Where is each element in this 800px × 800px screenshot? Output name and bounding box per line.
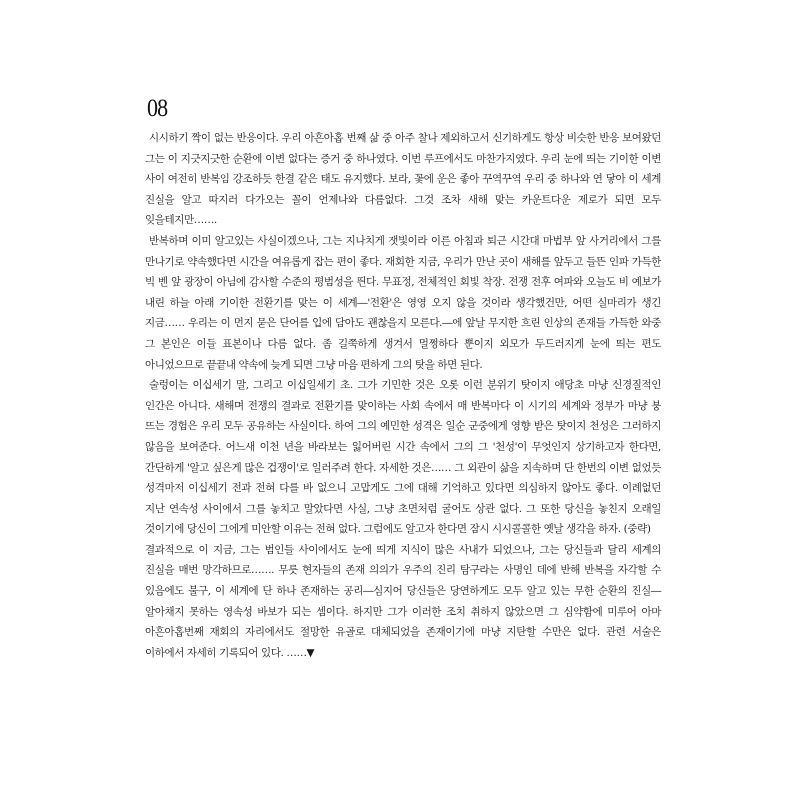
paragraph-4: 결과적으로 이 지금, 그는 범인들 사이에서도 눈에 띄게 지식이 많은 사내가 되었으나, 그는 당신들과 달리 세계의 진실을 매번 망각하므로……. 무릇 현자들의 존재 의의가 우주의 진리 탐구라는 사명인 데에 반해 반복을 자각할 수 있음에도 불구, 이 세계에 단 하나 존재하는 공리―심지어 당신들은 당연하게도 모두 알고 있는 무한 순환의 진실― 알아채지 못하는 영속성 바보가 되는 셈이다. 하지만 그가 이러한 조치 취하지 않았으면 그 심약함에 미루어 아마 아흔아홉번째 재회의 자리에서도 절망한 유골로 대체되었을 존재이기에 마냥 지탄할 수만은 없다. 관련 서술은 이하에서 자세히 기록되어 있다. ……▼ (145, 543, 661, 659)
body-text (145, 128, 661, 663)
paragraph-1: 시시하기 짝이 없는 반응이다. 우리 아흔아홉 번째 삶 중 아주 찰나 제외하고서 신기하게도 항상 비슷한 반응 보여왔던 그는 이 지긋지긋한 순환에 이변 없다는 증거 중 하나였다. 이번 루프에서도 마찬가지였다. 우리 눈에 띄는 기이한 이변 사이 여전히 반복임 강조하듯 한결 같은 태도 유지했다. 보라, 꽃에 운은 좋아 꾸역꾸역 우리 중 하나와 연 닿아 이 세계 진실을 알고 따지러 다가오는 꼴이 언제나와 다름없다. 그것 조차 새해 맞는 카운트다운 제로가 되면 모두 잊을테지만……. (145, 132, 661, 227)
document-page (145, 94, 661, 663)
paragraph-3: 술렁이는 이십세기 말, 그리고 이십일세기 초. 그가 기민한 것은 오롯 이런 분위기 탓이지 애당초 마냥 신경질적인 인간은 아니다. 새해며 전쟁의 결과로 전환기를 맞이하는 사회 속에서 매 반복마다 이 시기의 세계와 정부가 마냥 붕 뜨는 경험은 우리 모두 공유하는 사실이다. 하여 그의 예민한 성격은 일순 군중에게 영향 받은 탓이지 천성은 그러하지 않음을 보여준다. 어느새 이천 년을 바라보는 잃어버린 시간 속에서 그의 그 '천성'이 무엇인지 상기하고자 한다면, 간단하게 '알고 싶은게 많은 겁쟁이'로 일러주려 한다. 자세한 것은…… 그 외관이 삶을 지속하며 단 한번의 이변 없었듯 성격마저 이십세기 전과 전혀 다를 바 없으니 고맙게도 그에 대해 기억하고 있다면 의심하지 않아도 좋다. 이례없던 지난 연속성 사이에서 그를 놓치고 말았다면 사실, 그냥 초면처럼 굴어도 상관 없다. 그 또한 당신을 놓친지 오래일 것이기에 당신이 그에게 미안할 이유는 전혀 없다. 그럼에도 알고자 한다면 잠시 시시콜콜한 옛날 생각을 하자. (중략) (145, 379, 661, 536)
paragraph-2: 반복하며 이미 알고있는 사실이겠으나, 그는 지나치게 잿빛이라 이른 아침과 퇴근 시간대 마법부 앞 사거리에서 그를 만나기로 약속했다면 시간을 여유롭게 잡는 편이 좋다. 재회한 지금, 우리가 만난 곳이 새해를 앞두고 들뜬 인파 가득한 빅 벤 앞 광장이 아님에 감사할 수준의 평범성을 띈다. 무표정, 전체적인 회빛 착장. 전쟁 전후 여파와 오늘도 비 예보가 내린 하늘 아래 기이한 전환기를 맞는 이 세계―'전환'은 영영 오지 않을 것이라 생각했건만, 어떤 실마리가 생긴 지금…… 우리는 이 먼지 묻은 단어를 입에 담아도 괜찮을지 모른다.―에 앞날 무지한 흐린 인상의 존재들 가득한 와중 그 본인은 이들 표본이나 다름 없다. 좀 길쭉하게 생겨서 멀쩡하다 뿐이지 외모가 두드러지게 눈에 띄는 편도 아니었으므로 끝끝내 약속에 늦게 되면 그냥 마음 편하게 그의 탓을 하면 된다. (145, 234, 661, 371)
chapter-number: 08 (147, 95, 168, 122)
